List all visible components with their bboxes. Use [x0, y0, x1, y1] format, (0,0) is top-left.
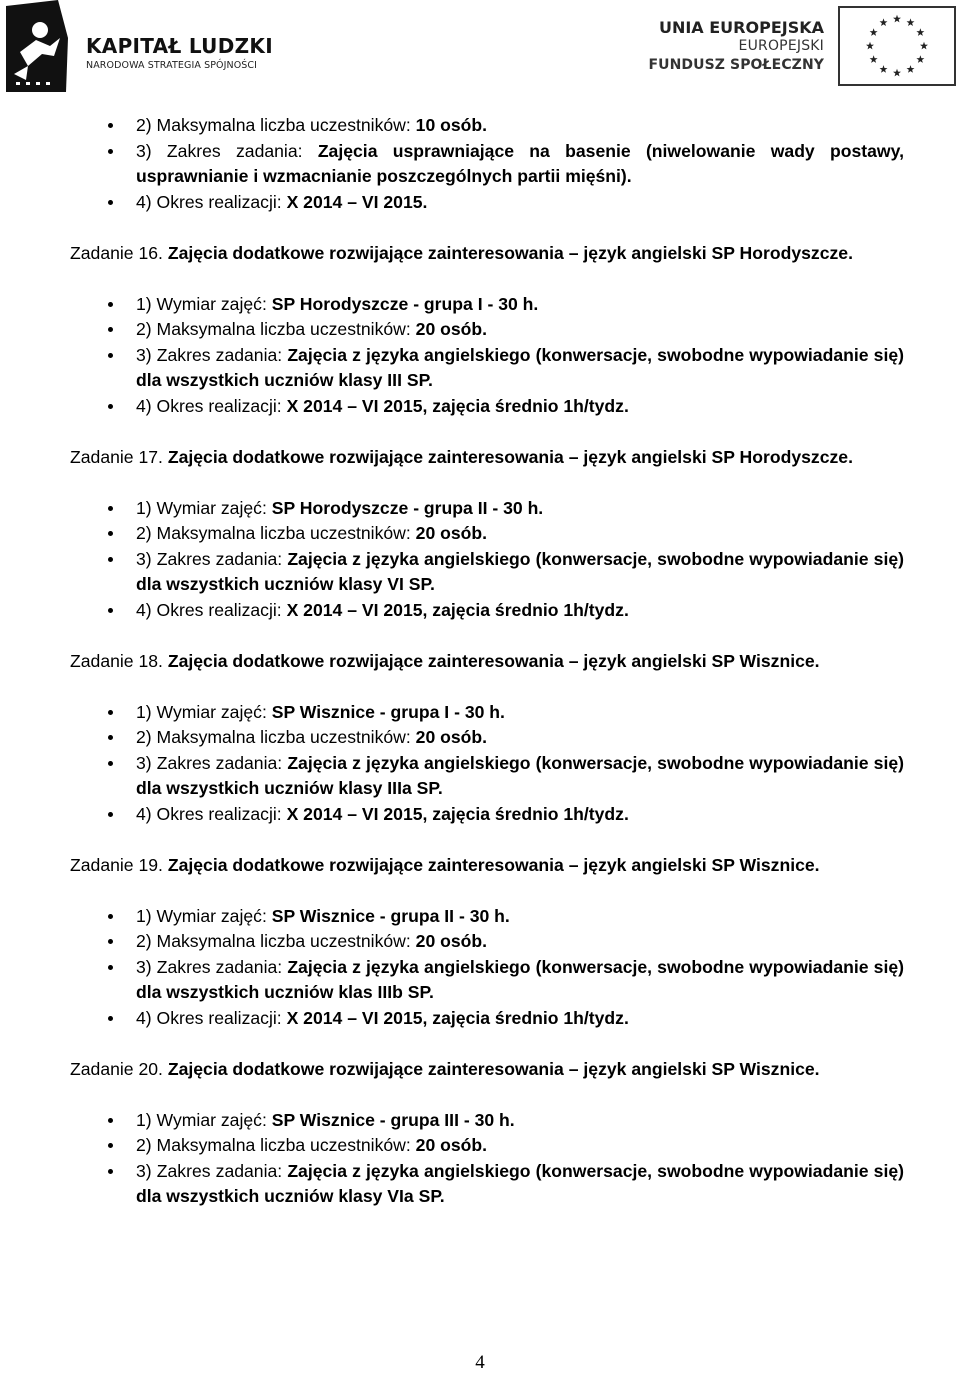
eu-flag-icon — [838, 6, 956, 86]
list-item: 3) Zakres zadania: Zajęcia z języka angielskiego (konwersacje, swobodne wypowiadanie się) dla wszystkich uczniów klasy III SP. — [70, 343, 904, 394]
eu-logo-line3: FUNDUSZ SPOŁECZNY — [648, 57, 824, 73]
kapital-ludzki-mark-icon — [6, 0, 74, 92]
kapital-ludzki-logo — [6, 0, 296, 92]
list-item: 1) Wymiar zajęć: SP Horodyszcze - grupa II - 30 h. — [70, 496, 904, 522]
list-item: 3) Zakres zadania: Zajęcia z języka angielskiego (konwersacje, swobodne wypowiadanie się) dla wszystkich uczniów klasy IIIa SP. — [70, 751, 904, 802]
task-list — [70, 496, 904, 624]
list-item: 3) Zakres zadania: Zajęcia usprawniające na basenie (niwelowanie wady postawy, usprawnianie i wzmacnianie poszczególnych partii mięśni). — [70, 139, 904, 190]
list-item: 1) Wymiar zajęć: SP Wisznice - grupa I - 30 h. — [70, 700, 904, 726]
eu-logo-line1: UNIA EUROPEJSKA — [658, 18, 824, 37]
list-item: 4) Okres realizacji: X 2014 – VI 2015, zajęcia średnio 1h/tydz. — [70, 802, 904, 828]
eu-logo-line2: EUROPEJSKI — [738, 38, 824, 54]
list-item: 4) Okres realizacji: X 2014 – VI 2015, zajęcia średnio 1h/tydz. — [70, 598, 904, 624]
task-list — [70, 1108, 904, 1210]
task-heading: Zadanie 19. Zajęcia dodatkowe rozwijające zainteresowania – język angielski SP Wisznice. — [70, 854, 820, 875]
task-heading: Zadanie 20. Zajęcia dodatkowe rozwijające zainteresowania – język angielski SP Wisznice. — [70, 1058, 820, 1079]
list-item: 2) Maksymalna liczba uczestników: 20 osób. — [70, 317, 904, 343]
document-body — [70, 113, 904, 1210]
list-item: 3) Zakres zadania: Zajęcia z języka angielskiego (konwersacje, swobodne wypowiadanie się) dla wszystkich uczniów klasy VI SP. — [70, 547, 904, 598]
list-item: 3) Zakres zadania: Zajęcia z języka angielskiego (konwersacje, swobodne wypowiadanie się) dla wszystkich uczniów klas IIIb SP. — [70, 955, 904, 1006]
list-item: 4) Okres realizacji: X 2014 – VI 2015, zajęcia średnio 1h/tydz. — [70, 1006, 904, 1032]
task-list — [70, 700, 904, 828]
list-item: 2) Maksymalna liczba uczestników: 10 osób. — [70, 113, 904, 139]
list-item: 2) Maksymalna liczba uczestników: 20 osób. — [70, 929, 904, 955]
logo-title: KAPITAŁ LUDZKI — [86, 34, 273, 58]
task-list — [70, 292, 904, 420]
list-item: 1) Wymiar zajęć: SP Wisznice - grupa III - 30 h. — [70, 1108, 904, 1134]
task-heading: Zadanie 17. Zajęcia dodatkowe rozwijające zainteresowania – język angielski SP Horodyszcze. — [70, 446, 853, 467]
list-item: 2) Maksymalna liczba uczestników: 20 osób. — [70, 521, 904, 547]
task-heading: Zadanie 16. Zajęcia dodatkowe rozwijające zainteresowania – język angielski SP Horodyszcze. — [70, 242, 853, 263]
page-number: 4 — [475, 1352, 485, 1373]
logo-subtitle: NARODOWA STRATEGIA SPÓJNOŚCI — [86, 60, 258, 71]
list-item: 1) Wymiar zajęć: SP Wisznice - grupa II - 30 h. — [70, 904, 904, 930]
intro-list — [70, 113, 904, 215]
list-item: 4) Okres realizacji: X 2014 – VI 2015. — [70, 190, 904, 216]
list-item: 3) Zakres zadania: Zajęcia z języka angielskiego (konwersacje, swobodne wypowiadanie się) dla wszystkich uczniów klasy VIa SP. — [70, 1159, 904, 1210]
task-heading: Zadanie 18. Zajęcia dodatkowe rozwijające zainteresowania – język angielski SP Wisznice. — [70, 650, 820, 671]
list-item: 2) Maksymalna liczba uczestników: 20 osób. — [70, 1133, 904, 1159]
task-list — [70, 904, 904, 1032]
list-item: 4) Okres realizacji: X 2014 – VI 2015, zajęcia średnio 1h/tydz. — [70, 394, 904, 420]
list-item: 2) Maksymalna liczba uczestników: 20 osób. — [70, 725, 904, 751]
list-item: 1) Wymiar zajęć: SP Horodyszcze - grupa I - 30 h. — [70, 292, 904, 318]
eu-logo — [648, 4, 958, 88]
